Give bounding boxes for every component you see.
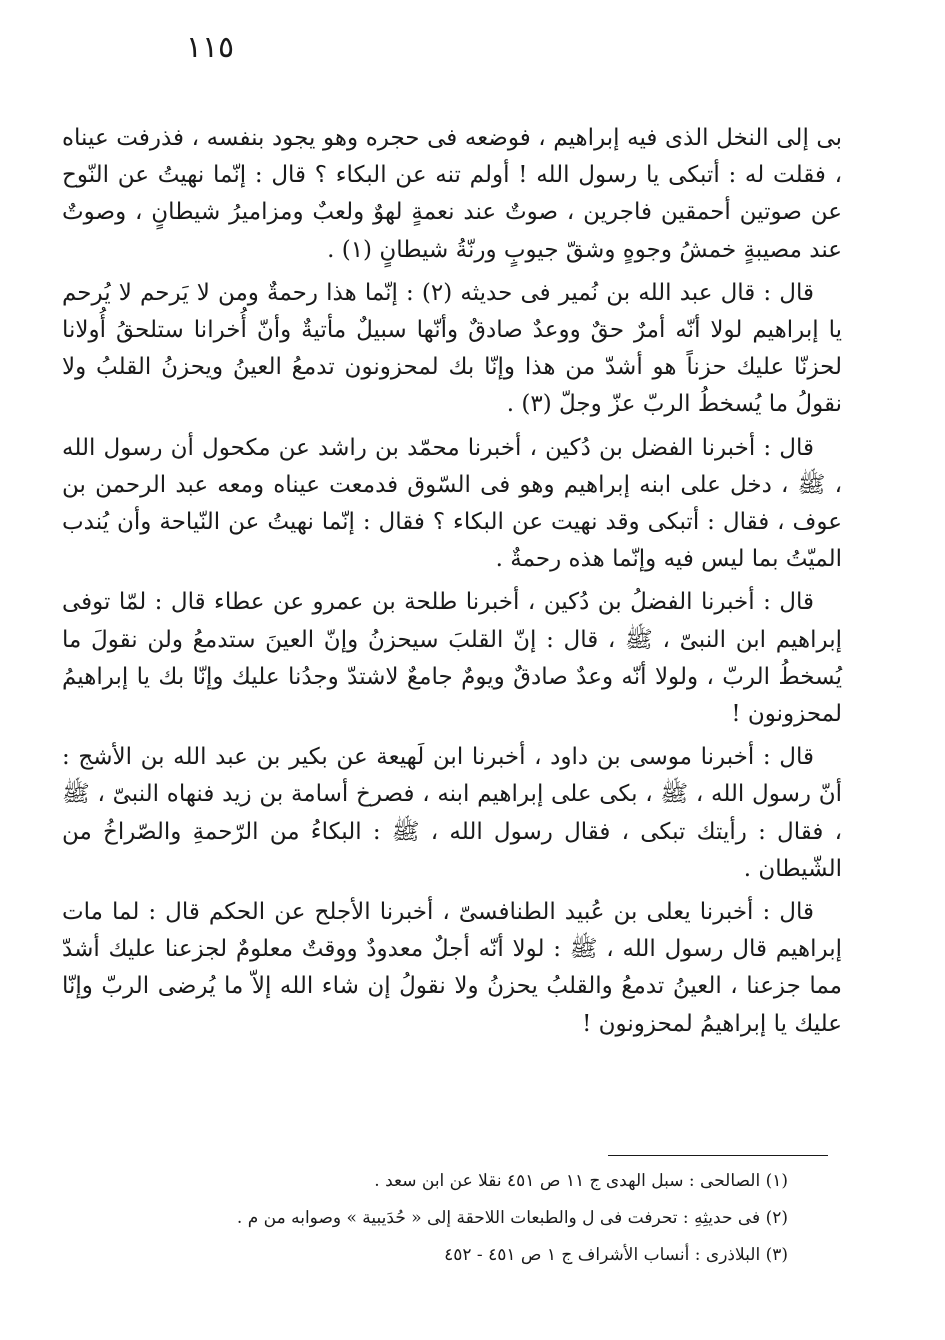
footnote: (٣) البلاذرى : أنساب الأشراف ج ١ ص ٤٥١ - ٤٥٢ [444,1245,788,1265]
paragraph: قال : أخبرنا موسى بن داود ، أخبرنا ابن لَهيعة عن بكير بن عبد الله بن الأشج : أنّ رسول الله ، ﷺ ، بكى على إبراهيم ابنه ، فصرخ أسامة بن زيد فنهاه النبىّ ، ﷺ ، فقال : رأيتك تبكى ، فقال رسول الله ، ﷺ : البكاءُ من الرّحمةِ والصّراخُ من الشّيطان . [62,744,842,882]
paragraph: قال : أخبرنا الفضل بن دُكين ، أخبرنا محمّد بن راشد عن مكحول أن رسول الله ، ﷺ ، دخل على ابنه إبراهيم وهو فى السّوق فدمعت عيناه ومعه عبد الرحمن بن عوف ، فقال : أتبكى وقد نهيت عن البكاء ؟ فقال : إنّما نهيتُ عن النّياحة وأن يُندب الميّتُ بما ليس فيه وإنّما هذه رحمةٌ . [62,434,842,573]
footnote: (١) الصالحى : سبل الهدى ج ١١ ص ٤٥١ نقلا عن ابن سعد . [374,1171,788,1191]
paragraph: بى إلى النخل الذى فيه إبراهيم ، فوضعه فى حجره وهو يجود بنفسه ، فذرفت عيناه ، فقلت له : أتبكى يا رسول الله ! أولم تنه عن البكاء ؟ قال : إنّما نهيتُ عن النّوح عن صوتين أحمقين فاجرين ، صوتٌ عند نعمةٍ لهوٌ ولعبٌ ومزاميرُ شيطانٍ ، وصوتٌ عند مصيبةٍ خمشُ وجوهٍ وشقّ جيوبٍ ورنّةُ شيطانٍ (١) . [62,125,842,263]
main-text [62,120,842,1049]
paragraph: قال : أخبرنا يعلى بن عُبيد الطنافسىّ ، أخبرنا الأجلح عن الحكم قال : لما مات إبراهيم قال رسول الله ، ﷺ : لولا أنّه أجلٌ معدودٌ ووقتٌ معلومٌ لجزعنا عليك أشدّ مما جزعنا ، العينُ تدمعُ والقلبُ يحزنُ ولا نقولُ إن شاء الله إلاّ ما يُرضى الربّ وإنّا عليك يا إبراهيمُ لمحزونون ! [62,899,842,1037]
paragraph: قال : قال عبد الله بن نُمير فى حديثه (٢) : إنّما هذا رحمةٌ ومن لا يَرحم لا يُرحم يا إبراهيم لولا أنّه أمرٌ حقٌ ووعدٌ صادقٌ وأنّها سبيلٌ مأتيةٌ وأنّ أُخرانا ستلحقُ أُولانا لحزنّا عليك حزناً هو أشدّ من هذا وإنّا بك لمحزونون تدمعُ العينُ ويحزنُ القلبُ ولا نقولُ ما يُسخطُ الربّ عزّ وجلّ (٣) . [62,279,842,418]
footnotes [150,1163,788,1274]
page-number: ١١٥ [185,30,235,65]
footnote-divider [608,1155,828,1156]
footnote: (٢) فى حديثِهِ : تحرفت فى ل والطبعات اللاحقة إلى « حُدَيبية » وصوابه من م . [236,1208,788,1228]
paragraph: قال : أخبرنا الفضلُ بن دُكين ، أخبرنا طلحة بن عمرو عن عطاء قال : لمّا توفى إبراهيم ابن النبىّ ، ﷺ ، قال : إنّ القلبَ سيحزنُ وإنّ العينَ ستدمعُ ولن نقولَ ما يُسخطُ الربّ ، ولولا أنّه وعدٌ صادقٌ ويومٌ جامعٌ لاشتدّ وجدُنا عليك وإنّا بك يا إبراهيمُ لمحزونون ! [62,589,842,728]
